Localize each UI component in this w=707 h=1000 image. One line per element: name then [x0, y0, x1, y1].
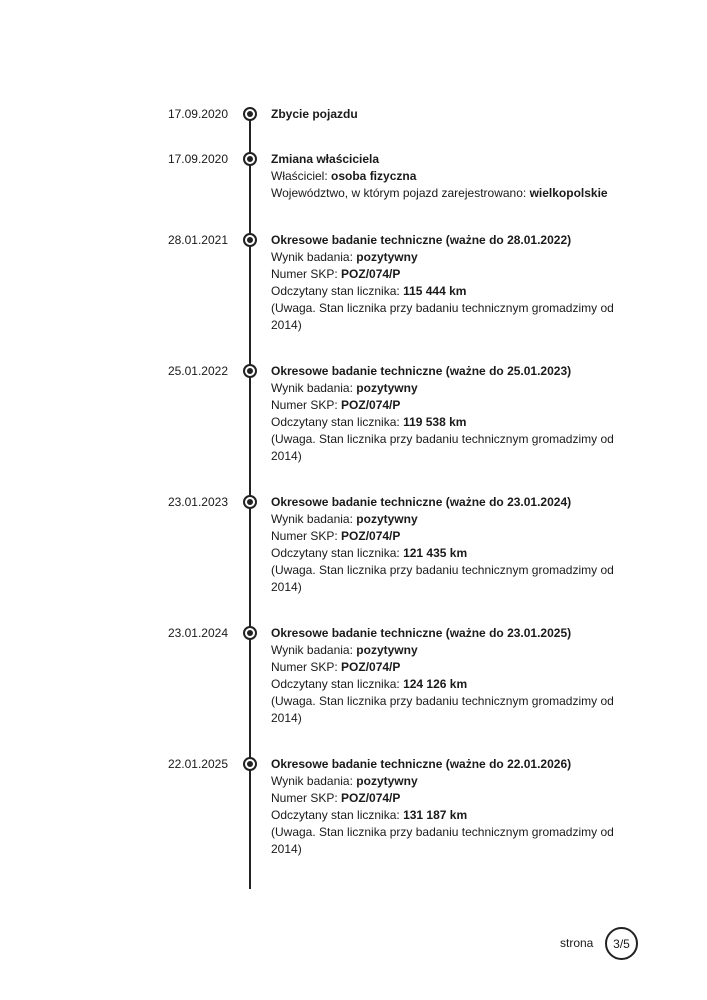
owner-value: osoba fizyczna: [331, 169, 417, 183]
skp-line: [271, 397, 616, 414]
odometer-value: 131 187 km: [403, 808, 468, 822]
entry-date: 25.01.2022: [167, 364, 228, 378]
result-value: pozytywny: [356, 381, 418, 395]
result-value: pozytywny: [356, 250, 418, 264]
timeline-dot-icon: [243, 107, 257, 121]
timeline-dot-icon: [243, 233, 257, 247]
odometer-value: 119 538 km: [403, 415, 467, 429]
note-line: (Uwaga. Stan licznika przy badaniu technicznym gromadzimy od: [271, 825, 614, 839]
odometer-label: Odczytany stan licznika:: [271, 808, 404, 822]
skp-value: POZ/074/P: [341, 398, 401, 412]
note-line: 2014): [271, 318, 302, 332]
note-line: 2014): [271, 711, 302, 725]
result-line: [271, 511, 616, 528]
entry-date: 28.01.2021: [167, 233, 228, 247]
result-label: Wynik badania:: [271, 774, 357, 788]
skp-line: [271, 266, 616, 283]
result-value: pozytywny: [356, 643, 418, 657]
region-value: wielkopolskie: [529, 186, 608, 200]
skp-label: Numer SKP:: [271, 660, 342, 674]
timeline-dot-icon: [243, 152, 257, 166]
result-label: Wynik badania:: [271, 250, 357, 264]
odometer-line: [271, 283, 616, 300]
skp-value: POZ/074/P: [341, 529, 401, 543]
skp-line: [271, 790, 616, 807]
entry-body: [271, 756, 616, 858]
odometer-label: Odczytany stan licznika:: [271, 546, 404, 560]
entry-title: Okresowe badanie techniczne (ważne do 25.01.2023): [271, 364, 572, 378]
skp-value: POZ/074/P: [341, 791, 401, 805]
result-value: pozytywny: [356, 512, 418, 526]
entry-title: Okresowe badanie techniczne (ważne do 23.01.2024): [271, 495, 572, 509]
odometer-value: 121 435 km: [403, 546, 468, 560]
entry-date: 17.09.2020: [167, 152, 228, 166]
note-line: 2014): [271, 842, 302, 856]
note-line: (Uwaga. Stan licznika przy badaniu technicznym gromadzimy od: [271, 432, 614, 446]
skp-value: POZ/074/P: [341, 660, 401, 674]
entry-title: Zbycie pojazdu: [271, 107, 358, 121]
entry-body: [271, 363, 616, 465]
entry-body: [271, 625, 616, 727]
timeline-dot-icon: [243, 626, 257, 640]
note-line: (Uwaga. Stan licznika przy badaniu technicznym gromadzimy od: [271, 694, 614, 708]
result-line: [271, 642, 616, 659]
entry-body: [271, 494, 616, 596]
timeline-dot-icon: [243, 364, 257, 378]
odometer-label: Odczytany stan licznika:: [271, 677, 404, 691]
entry-title: Okresowe badanie techniczne (ważne do 22.01.2026): [271, 757, 572, 771]
timeline-dot-icon: [243, 757, 257, 771]
page-number: 3/5: [605, 927, 638, 960]
odometer-line: [271, 545, 616, 562]
entry-date: 23.01.2024: [167, 626, 228, 640]
odometer-label: Odczytany stan licznika:: [271, 415, 404, 429]
result-label: Wynik badania:: [271, 643, 357, 657]
skp-label: Numer SKP:: [271, 529, 342, 543]
odometer-line: [271, 676, 616, 693]
entry-date: 22.01.2025: [167, 757, 228, 771]
region-label: Województwo, w którym pojazd zarejestrowano:: [271, 186, 530, 200]
note-line: (Uwaga. Stan licznika przy badaniu technicznym gromadzimy od: [271, 301, 614, 315]
result-line: [271, 773, 616, 790]
entry-date: 17.09.2020: [167, 107, 228, 121]
note-line: 2014): [271, 580, 302, 594]
result-line: [271, 249, 616, 266]
skp-label: Numer SKP:: [271, 791, 342, 805]
entry-body: [271, 151, 616, 202]
owner-label: Właściciel:: [271, 169, 332, 183]
page-label: strona: [560, 936, 594, 950]
note-line: (Uwaga. Stan licznika przy badaniu technicznym gromadzimy od: [271, 563, 614, 577]
entry-date: 23.01.2023: [167, 495, 228, 509]
skp-line: [271, 659, 616, 676]
skp-label: Numer SKP:: [271, 398, 342, 412]
odometer-label: Odczytany stan licznika:: [271, 284, 404, 298]
timeline-dot-icon: [243, 495, 257, 509]
skp-label: Numer SKP:: [271, 267, 342, 281]
owner-line: [271, 168, 616, 185]
result-label: Wynik badania:: [271, 381, 357, 395]
entry-title: Okresowe badanie techniczne (ważne do 23.01.2025): [271, 626, 572, 640]
region-line: [271, 185, 616, 202]
skp-value: POZ/074/P: [341, 267, 401, 281]
entry-title: Okresowe badanie techniczne (ważne do 28.01.2022): [271, 233, 572, 247]
skp-line: [271, 528, 616, 545]
entry-body: [271, 232, 616, 334]
odometer-line: [271, 414, 616, 431]
entry-body: [271, 106, 616, 123]
odometer-value: 115 444 km: [403, 284, 467, 298]
odometer-value: 124 126 km: [403, 677, 468, 691]
entry-title: Zmiana właściciela: [271, 152, 380, 166]
odometer-line: [271, 807, 616, 824]
result-value: pozytywny: [356, 774, 418, 788]
note-line: 2014): [271, 449, 302, 463]
result-line: [271, 380, 616, 397]
result-label: Wynik badania:: [271, 512, 357, 526]
